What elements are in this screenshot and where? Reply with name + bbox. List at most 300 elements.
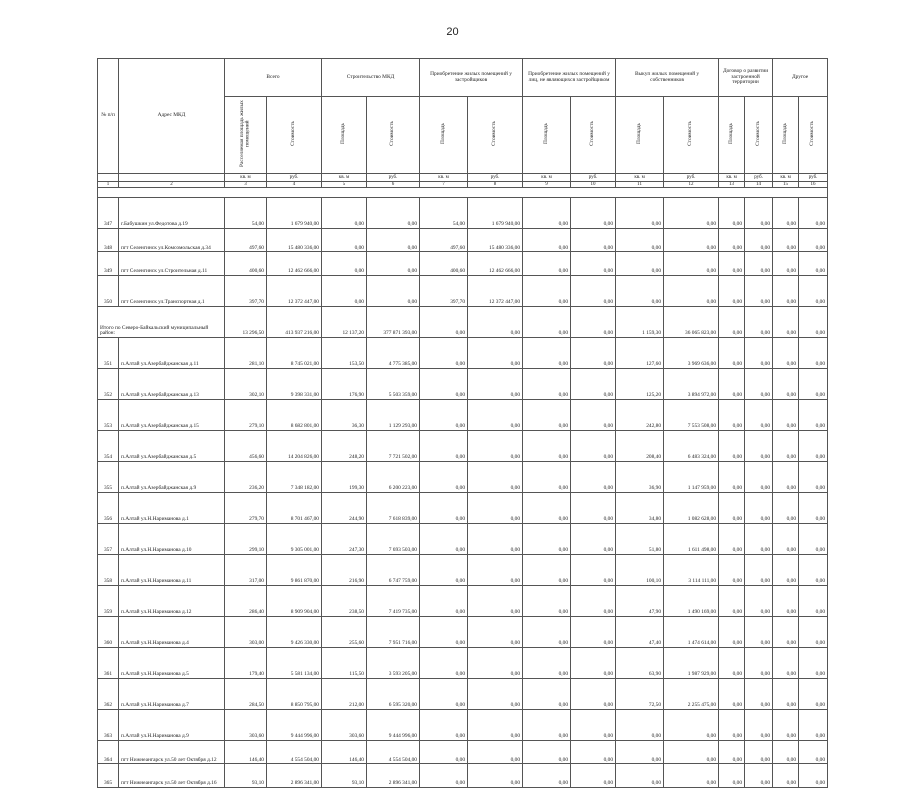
table-row — [98, 709, 828, 740]
value-cell: 7 693 503,00 — [367, 523, 420, 554]
value-cell: 6 595 320,00 — [367, 678, 420, 709]
value-cell: 0,00 — [420, 523, 468, 554]
value-cell: 377 871 393,00 — [367, 306, 420, 337]
value-cell: 0,00 — [719, 461, 745, 492]
value-cell: 0,00 — [745, 492, 773, 523]
value-cell: 0,00 — [523, 616, 571, 647]
value-cell: 4 775 385,00 — [367, 337, 420, 368]
value-cell: 0,00 — [468, 399, 523, 430]
row-number: 347 — [98, 197, 119, 228]
value-cell: 54,00 — [225, 197, 267, 228]
value-cell: 0,00 — [468, 585, 523, 616]
value-cell: 0,00 — [799, 197, 828, 228]
total-row — [98, 306, 828, 337]
header-construction: Строительство МКД — [322, 59, 420, 97]
value-cell: 0,00 — [468, 709, 523, 740]
value-cell: 0,00 — [523, 228, 571, 252]
value-cell: 0,00 — [523, 554, 571, 585]
value-cell: 93,10 — [322, 764, 367, 788]
value-cell: 0,00 — [745, 228, 773, 252]
value-cell: 0,00 — [799, 337, 828, 368]
table-row — [98, 678, 828, 709]
value-cell: 248,20 — [322, 430, 367, 461]
value-cell: 0,00 — [523, 197, 571, 228]
unit-cell: руб. — [367, 173, 420, 181]
value-cell: 3 894 972,00 — [664, 368, 719, 399]
table-row — [98, 764, 828, 788]
value-cell: 0,00 — [773, 275, 799, 306]
column-number: 4 — [267, 181, 322, 187]
value-cell: 176,90 — [322, 368, 367, 399]
value-cell: 284,50 — [225, 678, 267, 709]
value-cell: 216,90 — [322, 554, 367, 585]
address-cell: п.Алтай ул.Н.Нариманова д.12 — [119, 585, 225, 616]
value-cell: 0,00 — [420, 399, 468, 430]
unit-cell: кв. м — [719, 173, 745, 181]
value-cell: 0,00 — [616, 709, 664, 740]
value-cell: 36,30 — [322, 399, 367, 430]
value-cell: 0,00 — [523, 275, 571, 306]
value-cell: 0,00 — [773, 616, 799, 647]
value-cell: 0,00 — [799, 709, 828, 740]
value-cell: 208,40 — [616, 430, 664, 461]
unit-cell: кв. м — [773, 173, 799, 181]
value-cell: 0,00 — [571, 492, 616, 523]
value-cell: 0,00 — [571, 678, 616, 709]
value-cell: 0,00 — [664, 197, 719, 228]
value-cell: 0,00 — [571, 306, 616, 337]
value-cell: 0,00 — [773, 764, 799, 788]
value-cell: 0,00 — [420, 430, 468, 461]
value-cell: 0,00 — [719, 764, 745, 788]
value-cell: 15 480 336,00 — [468, 228, 523, 252]
value-cell: 0,00 — [745, 740, 773, 764]
total-label: Итого по Северо-Байкальский муниципальный район: — [98, 306, 225, 337]
value-cell: 302,10 — [225, 368, 267, 399]
value-cell: 5 503 359,00 — [367, 368, 420, 399]
header-resettled-area: Расселяемая площадь жилых помещений — [238, 100, 251, 167]
value-cell: 8 682 801,00 — [267, 399, 322, 430]
value-cell: 0,00 — [773, 492, 799, 523]
units-row — [98, 173, 828, 181]
value-cell: 0,00 — [571, 616, 616, 647]
value-cell: 153,50 — [322, 337, 367, 368]
value-cell: 0,00 — [468, 764, 523, 788]
address-cell: пгт Селенгинск ул.Строительная д.11 — [119, 252, 225, 276]
value-cell: 0,00 — [616, 764, 664, 788]
column-number: 16 — [799, 181, 828, 187]
column-number: 15 — [773, 181, 799, 187]
value-cell: 0,00 — [719, 523, 745, 554]
row-number: 352 — [98, 368, 119, 399]
header-redemption: Выкуп жилых помещений у собственников — [616, 59, 719, 97]
value-cell: 0,00 — [664, 275, 719, 306]
value-cell: 1 490 169,00 — [664, 585, 719, 616]
value-cell: 0,00 — [420, 461, 468, 492]
value-cell: 0,00 — [571, 764, 616, 788]
value-cell: 3 593 205,00 — [367, 647, 420, 678]
value-cell: 7 419 735,00 — [367, 585, 420, 616]
value-cell: 0,00 — [523, 585, 571, 616]
column-number: 12 — [664, 181, 719, 187]
value-cell: 497,60 — [225, 228, 267, 252]
row-number: 351 — [98, 337, 119, 368]
unit-cell: кв. м — [322, 173, 367, 181]
value-cell: 0,00 — [571, 430, 616, 461]
value-cell: 9 426 330,00 — [267, 616, 322, 647]
value-cell: 0,00 — [799, 647, 828, 678]
header-other: Другое — [773, 59, 828, 97]
value-cell: 0,00 — [322, 228, 367, 252]
value-cell: 413 937 216,00 — [267, 306, 322, 337]
value-cell: 0,00 — [799, 740, 828, 764]
value-cell: 51,80 — [616, 523, 664, 554]
value-cell: 0,00 — [799, 399, 828, 430]
value-cell: 0,00 — [571, 252, 616, 276]
value-cell: 1 082 628,00 — [664, 492, 719, 523]
value-cell: 0,00 — [571, 523, 616, 554]
table-row — [98, 337, 828, 368]
value-cell: 7 721 502,00 — [367, 430, 420, 461]
address-cell: пгт Селенгинск ул.Комсомольская д.34 — [119, 228, 225, 252]
value-cell: 3 969 636,00 — [664, 337, 719, 368]
value-cell: 0,00 — [468, 368, 523, 399]
value-cell: 303,60 — [322, 709, 367, 740]
value-cell: 0,00 — [523, 399, 571, 430]
value-cell: 0,00 — [420, 492, 468, 523]
value-cell: 0,00 — [523, 523, 571, 554]
value-cell: 0,00 — [799, 306, 828, 337]
row-number: 363 — [98, 709, 119, 740]
row-number: 348 — [98, 228, 119, 252]
value-cell: 47,90 — [616, 585, 664, 616]
value-cell: 0,00 — [773, 252, 799, 276]
page-number: 20 — [446, 26, 459, 38]
unit-cell: руб. — [571, 173, 616, 181]
column-number: 14 — [745, 181, 773, 187]
value-cell: 0,00 — [745, 461, 773, 492]
value-cell: 0,00 — [420, 554, 468, 585]
value-cell: 0,00 — [420, 740, 468, 764]
value-cell: 0,00 — [523, 252, 571, 276]
value-cell: 0,00 — [420, 764, 468, 788]
table-row — [98, 616, 828, 647]
value-cell: 127,60 — [616, 337, 664, 368]
value-cell: 15 480 336,00 — [267, 228, 322, 252]
value-cell: 1 987 929,00 — [664, 647, 719, 678]
value-cell: 0,00 — [719, 430, 745, 461]
value-cell: 199,30 — [322, 461, 367, 492]
value-cell: 0,00 — [571, 368, 616, 399]
value-cell: 0,00 — [523, 678, 571, 709]
value-cell: 7 618 839,00 — [367, 492, 420, 523]
value-cell: 1 159,30 — [616, 306, 664, 337]
value-cell: 0,00 — [745, 275, 773, 306]
unit-cell: кв. м — [225, 173, 267, 181]
value-cell: 0,00 — [468, 523, 523, 554]
table-row — [98, 430, 828, 461]
row-number: 355 — [98, 461, 119, 492]
value-cell: 0,00 — [799, 616, 828, 647]
value-cell: 0,00 — [745, 764, 773, 788]
header-address: Адрес МКД — [119, 59, 225, 174]
value-cell: 0,00 — [745, 678, 773, 709]
value-cell: 397,70 — [420, 275, 468, 306]
value-cell: 299,10 — [225, 523, 267, 554]
value-cell: 0,00 — [773, 647, 799, 678]
value-cell: 0,00 — [799, 492, 828, 523]
value-cell: 0,00 — [799, 523, 828, 554]
value-cell: 0,00 — [523, 709, 571, 740]
value-cell: 12 372 447,00 — [468, 275, 523, 306]
unit-cell: кв. м — [523, 173, 571, 181]
value-cell: 0,00 — [773, 306, 799, 337]
table-row — [98, 228, 828, 252]
value-cell: 0,00 — [745, 368, 773, 399]
header-area: Площадь — [727, 122, 734, 145]
value-cell: 0,00 — [719, 585, 745, 616]
value-cell: 9 398 331,00 — [267, 368, 322, 399]
column-number: 13 — [719, 181, 745, 187]
value-cell: 0,00 — [719, 275, 745, 306]
address-cell: п.Алтай ул.Азербайджанская д.11 — [119, 337, 225, 368]
value-cell: 34,80 — [616, 492, 664, 523]
header-cost: Стоимость — [389, 121, 396, 146]
value-cell: 236,20 — [225, 461, 267, 492]
header-cost: Стоимость — [290, 121, 297, 146]
value-cell: 4 554 504,00 — [367, 740, 420, 764]
value-cell: 0,00 — [664, 252, 719, 276]
value-cell: 0,00 — [468, 740, 523, 764]
address-cell: п.Алтай ул.Н.Нариманова д.4 — [119, 616, 225, 647]
value-cell: 0,00 — [420, 337, 468, 368]
column-number: 7 — [420, 181, 468, 187]
table-row — [98, 368, 828, 399]
unit-cell: руб. — [745, 173, 773, 181]
unit-cell: кв. м — [420, 173, 468, 181]
value-cell: 0,00 — [523, 337, 571, 368]
value-cell: 7 348 182,00 — [267, 461, 322, 492]
value-cell: 317,00 — [225, 554, 267, 585]
value-cell: 0,00 — [719, 399, 745, 430]
value-cell: 47,40 — [616, 616, 664, 647]
value-cell: 0,00 — [773, 585, 799, 616]
unit-cell: руб. — [799, 173, 828, 181]
value-cell: 0,00 — [420, 306, 468, 337]
value-cell: 0,00 — [773, 678, 799, 709]
value-cell: 0,00 — [616, 275, 664, 306]
unit-cell: руб. — [468, 173, 523, 181]
value-cell: 0,00 — [719, 252, 745, 276]
value-cell: 0,00 — [420, 616, 468, 647]
address-cell: п.Алтай ул.Азербайджанская д.9 — [119, 461, 225, 492]
row-number: 357 — [98, 523, 119, 554]
value-cell: 242,80 — [616, 399, 664, 430]
row-number: 364 — [98, 740, 119, 764]
value-cell: 2 896 341,00 — [367, 764, 420, 788]
value-cell: 0,00 — [468, 616, 523, 647]
value-cell: 6 483 324,00 — [664, 430, 719, 461]
value-cell: 0,00 — [799, 764, 828, 788]
column-number: 3 — [225, 181, 267, 187]
unit-cell: руб. — [664, 173, 719, 181]
value-cell: 0,00 — [719, 492, 745, 523]
value-cell: 0,00 — [468, 461, 523, 492]
value-cell: 0,00 — [468, 306, 523, 337]
unit-cell: руб. — [267, 173, 322, 181]
header-cost: Стоимость — [754, 121, 761, 146]
value-cell: 0,00 — [773, 337, 799, 368]
address-cell: п.Алтай ул.Н.Нариманова д.10 — [119, 523, 225, 554]
value-cell: 8 850 795,00 — [267, 678, 322, 709]
row-number: 349 — [98, 252, 119, 276]
value-cell: 12 372 447,00 — [267, 275, 322, 306]
column-number: 1 — [98, 181, 119, 187]
header-area: Площадь — [635, 122, 642, 145]
value-cell: 0,00 — [616, 228, 664, 252]
value-cell: 8 909 904,00 — [267, 585, 322, 616]
value-cell: 0,00 — [616, 740, 664, 764]
value-cell: 0,00 — [664, 709, 719, 740]
value-cell: 1 129 293,00 — [367, 399, 420, 430]
value-cell: 0,00 — [719, 368, 745, 399]
value-cell: 0,00 — [367, 275, 420, 306]
value-cell: 0,00 — [719, 197, 745, 228]
value-cell: 400,60 — [420, 252, 468, 276]
value-cell: 0,00 — [773, 523, 799, 554]
value-cell: 0,00 — [799, 430, 828, 461]
column-number: 11 — [616, 181, 664, 187]
value-cell: 0,00 — [367, 252, 420, 276]
value-cell: 0,00 — [571, 554, 616, 585]
value-cell: 0,00 — [799, 275, 828, 306]
value-cell: 303,00 — [225, 616, 267, 647]
value-cell: 0,00 — [420, 585, 468, 616]
column-number: 5 — [322, 181, 367, 187]
value-cell: 0,00 — [745, 430, 773, 461]
value-cell: 0,00 — [719, 306, 745, 337]
value-cell: 238,50 — [322, 585, 367, 616]
value-cell: 0,00 — [664, 740, 719, 764]
value-cell: 0,00 — [420, 709, 468, 740]
value-cell: 0,00 — [571, 337, 616, 368]
table-row — [98, 197, 828, 228]
value-cell: 0,00 — [571, 228, 616, 252]
value-cell: 0,00 — [468, 678, 523, 709]
value-cell: 0,00 — [616, 252, 664, 276]
header-purchase-non-developers: Приобретение жилых помещений у лиц, не являющихся застройщиком — [523, 59, 616, 97]
value-cell: 2 896 341,00 — [267, 764, 322, 788]
value-cell: 146,40 — [225, 740, 267, 764]
header-area: Площадь — [439, 122, 446, 145]
value-cell: 0,00 — [571, 399, 616, 430]
table-row — [98, 252, 828, 276]
value-cell: 6 747 759,00 — [367, 554, 420, 585]
table-row — [98, 492, 828, 523]
column-number: 2 — [119, 181, 225, 187]
column-number: 8 — [468, 181, 523, 187]
table-row — [98, 523, 828, 554]
value-cell: 2 255 475,00 — [664, 678, 719, 709]
value-cell: 0,00 — [367, 197, 420, 228]
value-cell: 0,00 — [616, 197, 664, 228]
value-cell: 5 581 134,00 — [267, 647, 322, 678]
value-cell: 0,00 — [799, 228, 828, 252]
value-cell: 0,00 — [719, 740, 745, 764]
value-cell: 0,00 — [745, 585, 773, 616]
table-row — [98, 554, 828, 585]
value-cell: 0,00 — [773, 461, 799, 492]
table-row — [98, 647, 828, 678]
value-cell: 1 679 940,00 — [468, 197, 523, 228]
value-cell: 0,00 — [523, 740, 571, 764]
value-cell: 0,00 — [322, 275, 367, 306]
value-cell: 212,00 — [322, 678, 367, 709]
value-cell: 72,50 — [616, 678, 664, 709]
value-cell: 9 861 870,00 — [267, 554, 322, 585]
header-no: № п/п — [98, 59, 119, 174]
table-row — [98, 399, 828, 430]
value-cell: 0,00 — [367, 228, 420, 252]
table-row — [98, 740, 828, 764]
value-cell: 7 951 716,00 — [367, 616, 420, 647]
value-cell: 0,00 — [745, 616, 773, 647]
value-cell: 0,00 — [719, 337, 745, 368]
value-cell: 497,60 — [420, 228, 468, 252]
value-cell: 0,00 — [773, 430, 799, 461]
value-cell: 0,00 — [773, 228, 799, 252]
value-cell: 0,00 — [773, 399, 799, 430]
value-cell: 0,00 — [468, 430, 523, 461]
value-cell: 9 305 001,00 — [267, 523, 322, 554]
table-row — [98, 461, 828, 492]
row-number: 365 — [98, 764, 119, 788]
address-cell: пгт Нижнеангарск ул.50 лет Октября д.12 — [119, 740, 225, 764]
value-cell: 0,00 — [799, 585, 828, 616]
table-row — [98, 275, 828, 306]
value-cell: 0,00 — [523, 461, 571, 492]
value-cell: 115,50 — [322, 647, 367, 678]
unit-cell: кв. м — [616, 173, 664, 181]
address-cell: п.Алтай ул.Азербайджанская д.13 — [119, 368, 225, 399]
value-cell: 0,00 — [420, 678, 468, 709]
value-cell: 0,00 — [745, 252, 773, 276]
header-total: Всего — [225, 59, 322, 97]
value-cell: 125,20 — [616, 368, 664, 399]
address-cell: пгт Селенгинск ул.Транспортная д.1 — [119, 275, 225, 306]
header-cost: Стоимость — [687, 121, 694, 146]
value-cell: 255,60 — [322, 616, 367, 647]
value-cell: 4 554 504,00 — [267, 740, 322, 764]
value-cell: 0,00 — [571, 275, 616, 306]
value-cell: 0,00 — [468, 554, 523, 585]
value-cell: 279,70 — [225, 492, 267, 523]
value-cell: 1 474 614,00 — [664, 616, 719, 647]
value-cell: 0,00 — [664, 764, 719, 788]
value-cell: 0,00 — [719, 554, 745, 585]
value-cell: 0,00 — [799, 252, 828, 276]
value-cell: 100,10 — [616, 554, 664, 585]
value-cell: 397,70 — [225, 275, 267, 306]
table-row — [98, 585, 828, 616]
value-cell: 0,00 — [745, 554, 773, 585]
value-cell: 179,40 — [225, 647, 267, 678]
column-number: 10 — [571, 181, 616, 187]
value-cell: 0,00 — [571, 709, 616, 740]
value-cell: 0,00 — [773, 740, 799, 764]
value-cell: 400,60 — [225, 252, 267, 276]
value-cell: 14 204 826,00 — [267, 430, 322, 461]
